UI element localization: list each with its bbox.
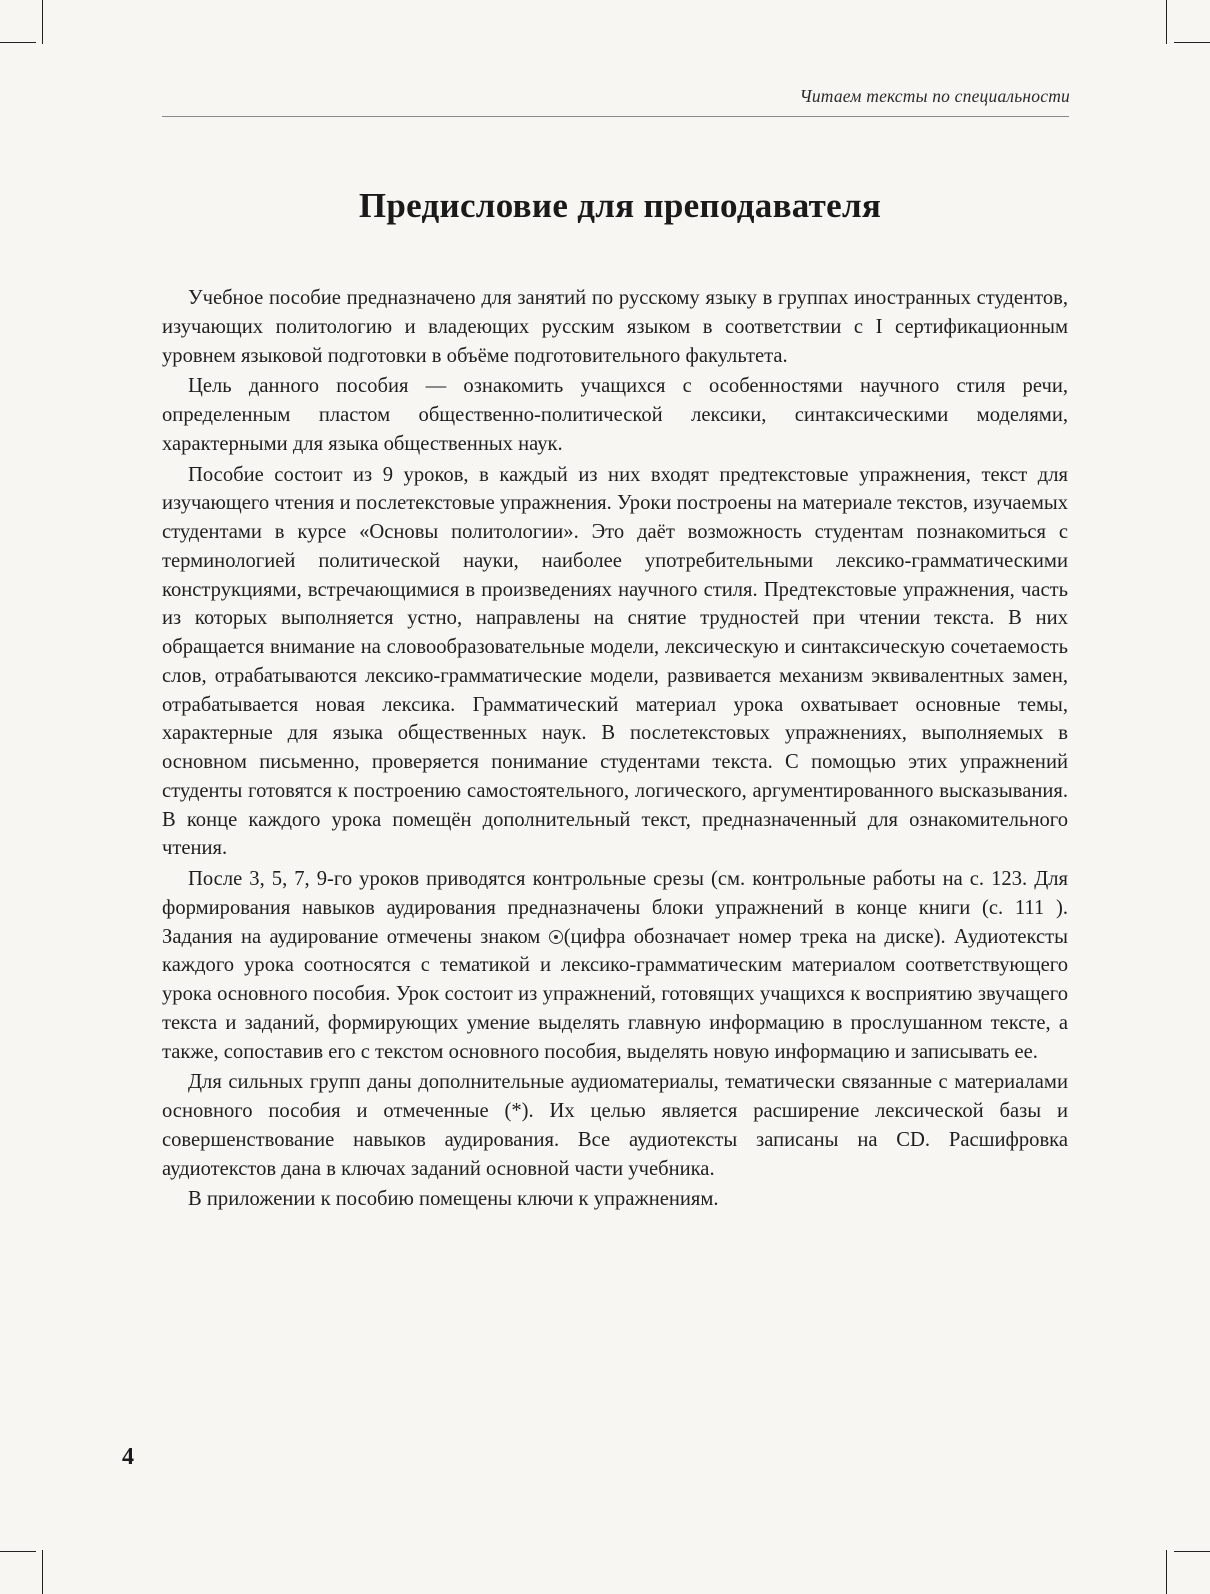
page-number: 4 [122,1444,134,1470]
crop-mark-bottom-right-horizontal [1174,1551,1210,1552]
crop-mark-top-left-vertical [42,0,43,44]
paragraph-2: Цель данного пособия — ознакомить учащихся с особенностями научного стиля речи, определенным пластом общественно-политической лексики, синтаксическими моделями, характерными для языка общественных наук. [162,375,1068,455]
paragraph-5: Для сильных групп даны дополнительные аудиоматериалы, тематически связанные с материалами основного пособия и отмеченные (*). Их целью является расширение лексической базы и совершенствование навыков аудирования. Все аудиотексты записаны на CD. Расшифровка аудиотекстов дана в ключах заданий основной части учебника. [162,1071,1068,1180]
paragraph-4 [162,865,1068,1066]
page-title: Предисловие для преподавателя [358,186,882,225]
paragraph-4-part-2: (цифра обозначает номер трека на диске). Аудиотексты каждого урока соотносятся с тематикой и лексико-грамматическим материалом соответствующего урока основного пособия. Урок состоит из упражнений, готовящих учащихся к восприятию звучащего текста и заданий, формирующих умение выделять главную информацию в прослушанном тексте, а также, сопоставив его с текстом основного пособия, выделять новую информацию и записывать ее. [162,925,1069,1063]
running-header: Читаем тексты по специальности [799,86,1070,106]
paragraph-4-part-1: После 3, 5, 7, 9-го уроков приводятся контрольные срезы (см. контрольные работы на с. 123. Для формирования навыков аудирования предназначены блоки упражнений в конце книги (с. 111 ). Задания на аудирование отмечены знаком [162,868,1068,948]
header-divider [162,116,1069,117]
crop-mark-top-right-horizontal [1174,42,1210,43]
crop-mark-bottom-right-vertical [1166,1550,1167,1594]
audio-disc-icon [549,930,563,944]
crop-mark-bottom-left-horizontal [0,1551,36,1552]
body-text [162,284,1068,1216]
paragraph-3: Пособие состоит из 9 уроков, в каждый из них входят предтекстовые упражнения, текст для изучающего чтения и послетекстовые упражнения. Уроки построены на материале текстов, изучаемых студентами в курсе «Основы политологии». Это даёт возможность студентам познакомиться с терминологией политической науки, наиболее употребительными лексико-грамматическими конструкциями, встречающимися в произведениях научного стиля. Предтекстовые упражнения, часть из которых выполняется устно, направлены на снятие трудностей при чтении текста. В них обращается внимание на словообразовательные модели, лексическую и синтаксическую сочетаемость слов, отрабатываются лексико-грамматические модели, развивается механизм эквивалентных замен, отрабатывается новая лексика. Грамматический материал урока охватывает основные темы, характерные для языка общественных наук. В послетекстовых упражнениях, выполняемых в основном письменно, проверяется понимание студентами текста. С помощью этих упражнений студенты готовятся к построению самостоятельного, логического, аргументированного высказывания. В конце каждого урока помещён дополнительный текст, предназначенный для ознакомительного чтения. [162,463,1068,860]
crop-mark-top-left-horizontal [0,42,36,43]
paragraph-6: В приложении к пособию помещены ключи к упражнениям. [188,1188,719,1211]
paragraph-1: Учебное пособие предназначено для занятий по русскому языку в группах иностранных студентов, изучающих политологию и владеющих русским языком в соответствии с I сертификационным уровнем языковой подготовки в объёме подготовительного факультета. [162,287,1068,367]
crop-mark-top-right-vertical [1166,0,1167,44]
crop-mark-bottom-left-vertical [42,1550,43,1594]
